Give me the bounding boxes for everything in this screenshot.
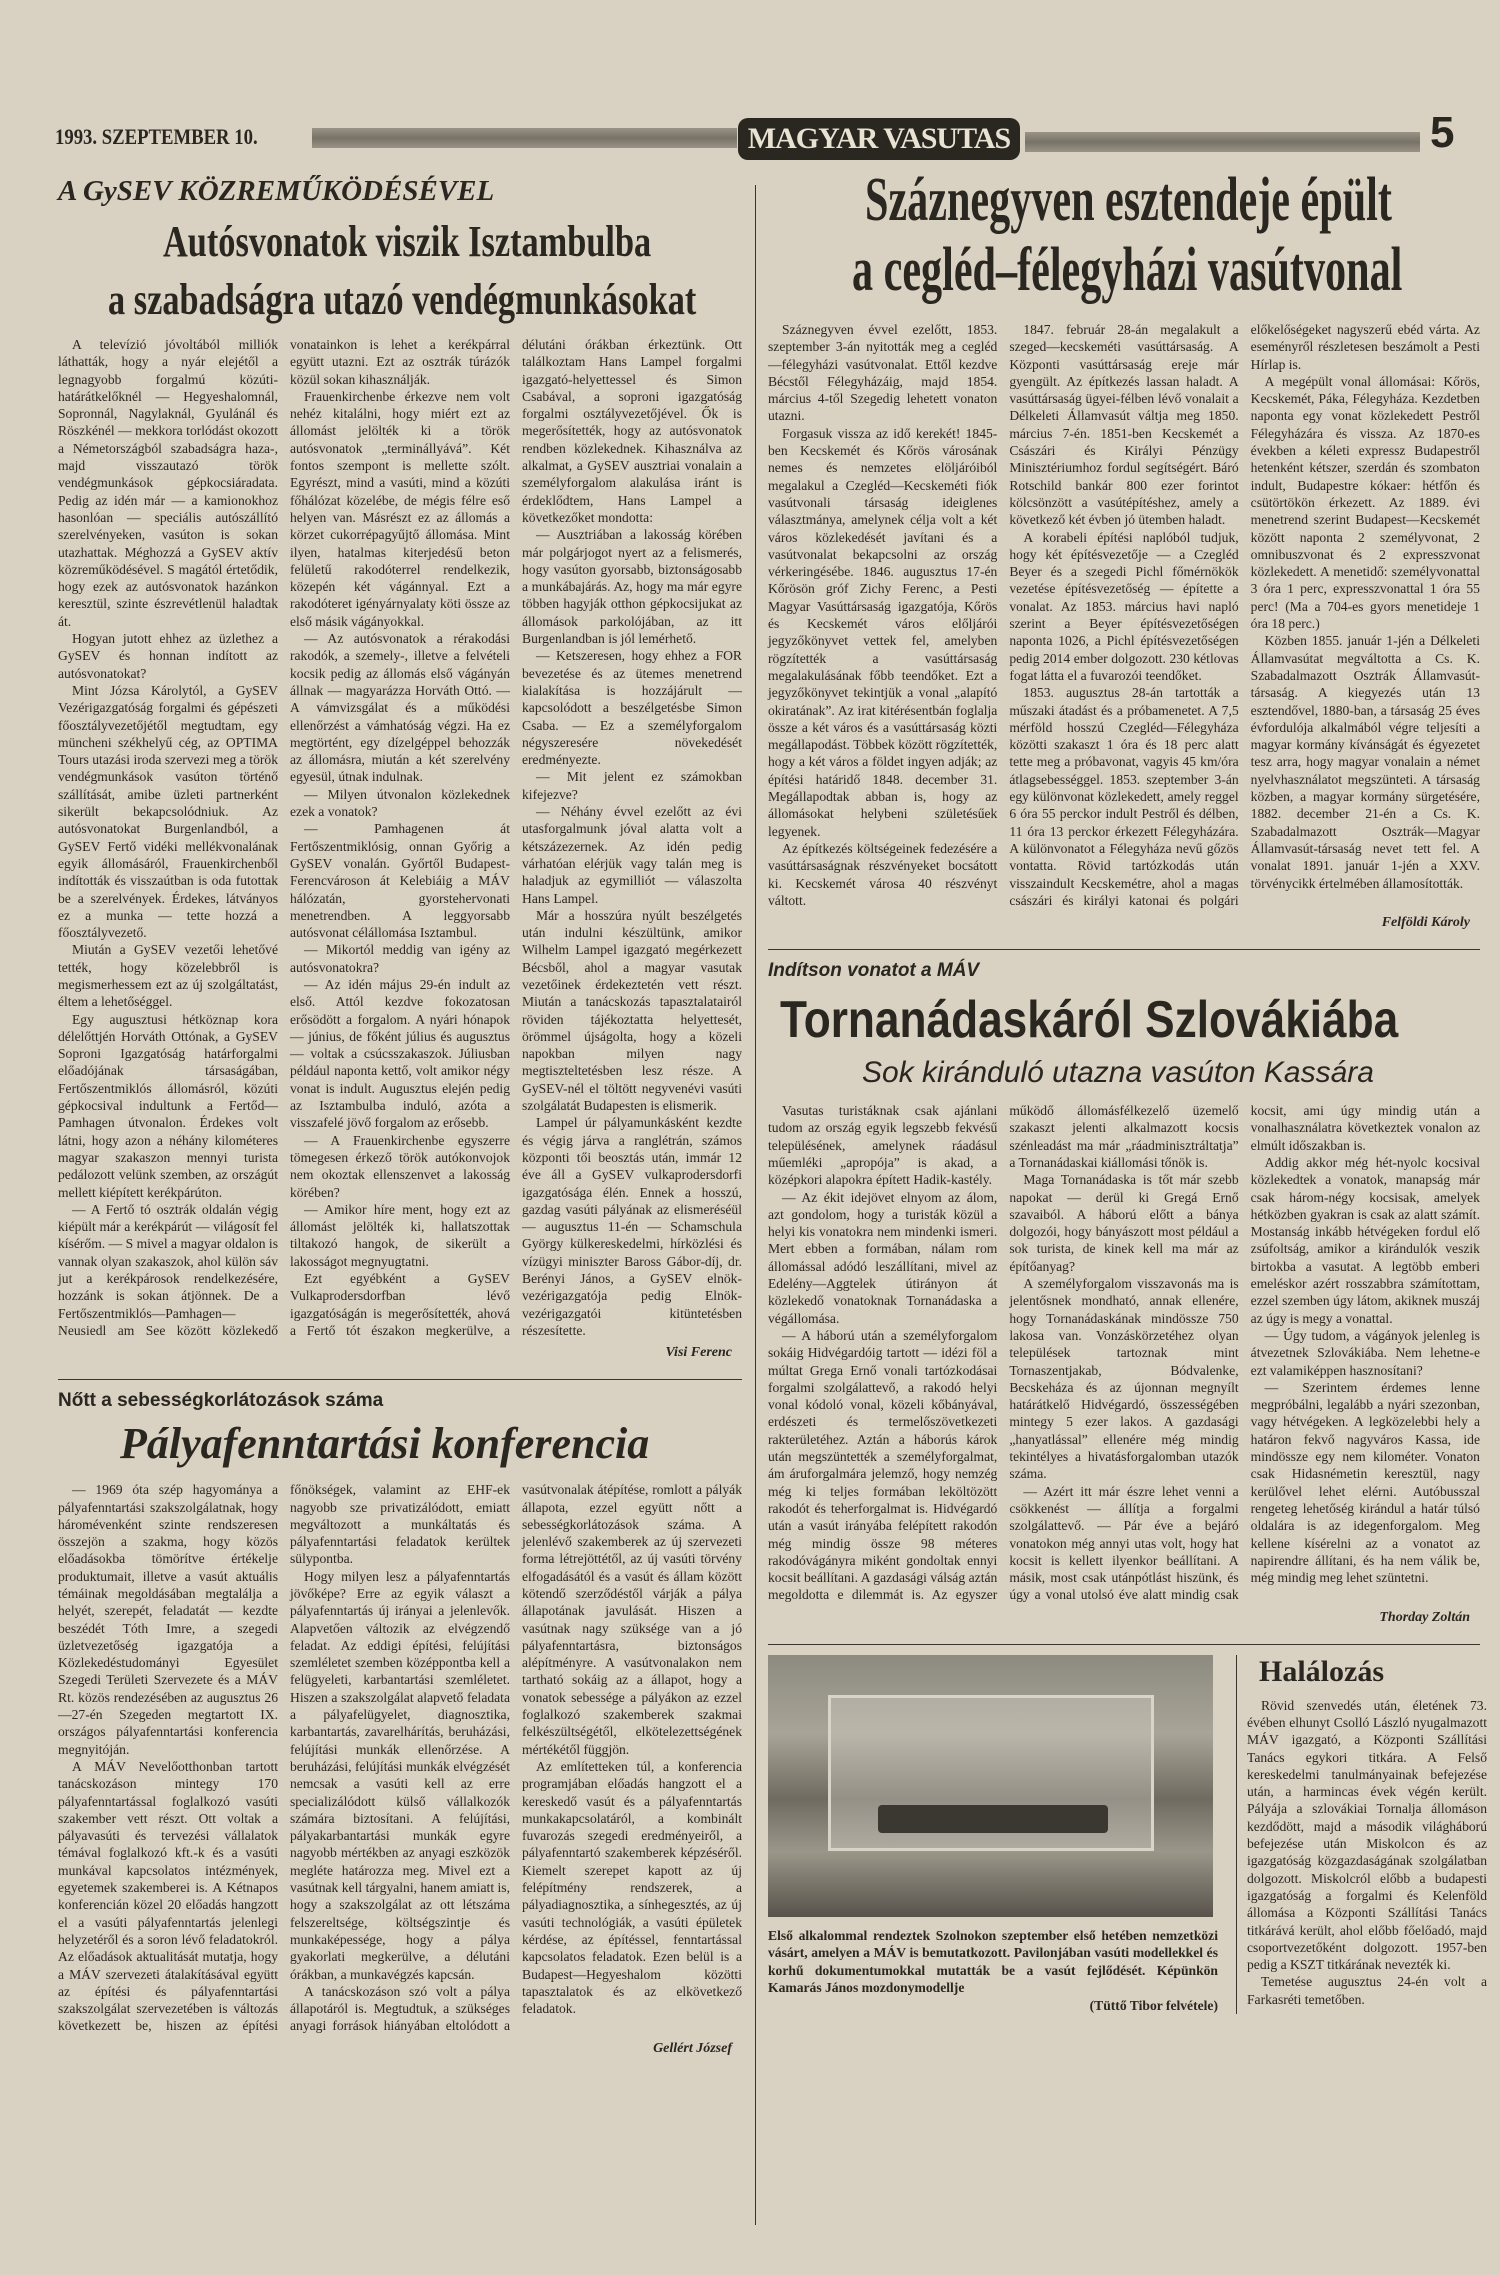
paragraph: Forgasuk vissza az idő kerekét! 1845-ben Kecskemét és Kőrös városának nemes és nemzetes elöljáróiból megalakul a Czegléd—Kecskeméti fiók vasútvonali társaság ideiglenes választmánya, amelynek célja volt a két város közlekedését javítani és a vasútvonalat bekapcsolni az ország vérkeringésébe. 1846. augusztus 17-én Kőrösön gróf Zichy Ferenc, a Pesti Magyar Vasúttársaság igazgatója, Kőrös és Kecskemét város előljárói jegyzőkönyvet vettek fel, amelyben rögzítették a vasúttársaság megalakulásának főbb teendőket. Ezt a jegyzőkönyvet tekintjük a vonal „alapító okiratának”. Az irat kitérésentbán foglalja össze a két város és a vasúttársaság közti megállapodást. Többek között rögzítették, hogy a két város a földet ingyen adják; az építési határidő 1848. december 31. Megállapodtak abban is, hogy az állomásokat helybeni születésűek legyenek.	[768, 425, 998, 839]
section-divider	[768, 1644, 1480, 1645]
paragraph: Egy augusztusi hétköznap kora délelőttjén Horváth Ottónak, a GySEV Soproni Igazgatóság határforgalmi előadójának társaságában, Fertőszentmiklós állomásról, közúti gépkocsival indultunk a Fertőd—Pamhagen útvonalon. Érdekes volt látni, hogy azon a néhány kilométeres magyar szakaszon mennyi turista pedálozott velünk szemben, az országút mellett kiépített kerékpárúton.	[58, 1011, 278, 1200]
exhibition-photo	[768, 1655, 1213, 1917]
paragraph: Száznegyven évvel ezelőtt, 1853. szeptember 3-án nyitották meg a cegléd—félegyházi vasútvonalat. Ettől kezdve Bécstől Félegyházáig, majd 1854. március 4-től Szegedig lehetett vonaton utazni.	[768, 322, 998, 424]
paragraph: — Néhány évvel ezelőtt az évi utasforgalmunk jóval alatta volt a kétszázezernek. Az idén pedig várhatóan elérjük vagy talán meg is haladjuk az egymilliót — válaszolta Hans Lampel.	[522, 804, 742, 906]
paragraph: — Az ékit idejövet elnyom az álom, azt gondolom, hogy a turisták közül a helyi kis vonatokra nem mindenki ismeri. Mert ebben a formában, nálam rom állomással adódó leszállítani, mivel az Edelény—Aggtelek útirányon át közlekedő vonatoknak Tornanádaska a végállomása.	[768, 1189, 998, 1326]
paragraph: — A háború után a személyforgalom sokáig Hidvégardóig tartott — idézi föl a múltat Grega Ernő vonali tartózkodásai forgalmi szolgálattevő, a rakodó helyi vonal kódoló vonal, közeli kőbányával, erdészeti és termelőszövetkezeti rakterületéhez. Aztán a háborús károk után megszüntették a személyforgalmat, ám áruforgalmára jelemző, hogy nemzég még ki teljes formában leköltözött rakodót és teherforgalmat is. Hidvégardó után a vasút irányába felépített rakodón még mindig össze 98 méteres rakodóvágányra miként gondoltak ennyi kocsit beállítani. A gazdasági válság aztán megoldotta e dilemmát is. Az egyszer működő állomásfélkezelő üzemelő szakaszt jelenti alkalmazott kocsis szénleadást ma már „ráadminisztráltatja” a Tornanádaskai kiállomási tőnök is.	[768, 1103, 1239, 1603]
photo-block	[768, 1655, 1218, 2015]
paragraph: Rövid szenvedés után, életének 73. évében elhunyt Csolló László nyugalmazott MÁV igazgató, a Központi Szállítási Tanács egykori titkára. A Felső kereskedelmi tanulmányainak befejezése után, a harmincas évek végén került. Pályája a szlovákiai Tornalja állomáson kezdődött, majd a második világháború befejezése után Miskolcon és az igazgatóság közgazdaságának szolgálatban dolgozott. Miskolcról előbb a budapesti igazgatóság a forgalmi és Kelenföld állomása a Központi Szállítási Tanács titkárává került, ahol előbb főelőadó, majd csoportvezetőként dolgozott. 1957-ben pedig a KSZT titkárának nevezték ki.	[1247, 1697, 1487, 1973]
locomotive-model	[878, 1805, 1108, 1833]
article-author: Gellért József	[653, 2040, 732, 2056]
paragraph: Közben 1855. január 1-jén a Délkeleti Államvasútat megváltotta a Cs. K. Szabadalmazott Osztrák Államvasút-társaság. A kiegyezés után 13 esztendővel, 1880-ban, a társaság 25 éves évfordulója alkalmából végre teljesíti a magyar kormány kívánságát és égyezetet tesz arra, hogy magyar vonalain a német nyelvhasználatot megszünteti. A társaság közben, a magyar kormány sürgetésére, 1882. december 21-én a Cs. K. Szabadalmazott Osztrák—Magyar Államvasút-társaság nevet tett fel. A vonalat 1891. január 1-jén a XXV. törvénycikk értelmében államosították.	[1250, 633, 1480, 891]
article-headline: a szabadságra utazó vendégmunkásokat	[108, 275, 697, 324]
article-kicker: A GySEV KÖZREMŰKÖDÉSÉVEL	[58, 175, 495, 207]
paragraph: A megépült vonal állomásai: Kőrös, Kecskemét, Páka, Félegyháza. Kezdetben naponta egy vonat közlekedett Pestről Félegyházára és vissza. Az 1870-es években a kéleti expressz Budapestről hetenként kétszer, szerdán és szombaton indult, Budapestre kókaer: hétfőn és csütörtökön érkezett. Az 1889. évi menetrend szerint Budapest—Kecskemét között naponta 2 személyvonat, 2 omnibuszvonat és 2 expresszvonat közlekedett. A menetidő: személyvonattal 3 óra 1 perc, expresszvonattal 1 óra 55 perc! (Ma a 704-es gyors menetideje 1 óra 18 perc.)	[1250, 373, 1480, 632]
right-column	[768, 165, 1487, 2014]
paragraph: Az építkezés költségeinek fedezésére a vasúttársaságnak részvényeket bocsátott ki. Kecskemét városa 40 részvényt váltott.	[768, 840, 998, 908]
article-body	[58, 1481, 742, 2035]
paragraph: Lampel úr pályamunkásként kezdte és végig járva a ranglétrán, számos központi tői beosztás után, immár 12 éve áll a GySEV vulkaprodersdorfi igazgatósága élén. Ennek a hosszú, gazdag vasúti pályának az elismeréséül — augusztus 11-én — Schamschula György külkereskedelmi, hírközlési és vízügyi miniszter Baross Gábor-díj, dr. Berényi János, a GySEV elnök-vezérigazgatója pedig Elnök-vezérigazgatói kitüntetésben részesítette.	[522, 1115, 742, 1338]
article-headline: Tornanádaskáról Szlovákiába	[780, 991, 1399, 1050]
paragraph: Maga Tornanádaska is tőt már szebb napokat — derül ki Gregá Ernő szavaiból. A háború előtt a bánya dolgozói, hogy bányászott most például a sok turista, de kinek kell ma már az építőanyag?	[1009, 1172, 1239, 1274]
paragraph: Hogyan jutott ehhez az üzlethez a GySEV és honnan indított az autósvonatokat?	[58, 631, 278, 681]
paragraph: — Ketszeresen, hogy ehhez a FOR bevezetése és az ütemes menetrend kialakítása is hozzájárult — kapcsolódott a beszélgetésbe Simon Csaba. — Ez a személyforgalom négyszeresére növekedését eredményezte.	[522, 648, 742, 768]
paragraph: — Azért itt már észre lehet venni a csökkenést — állítja a forgalmi szolgálattevő. — Pár éve a bejáró vonatokon még annyi utas volt, hogy hat kocsit is kellett ilyenkor beállítani. A másik, most csak utánpótlást hiszünk, és úgy a vonal utolsó éve alatt mindig csak kocsit, ami úgy mindig után a vonalhasználatra következtek vonalon az elmúlt időszakban is.	[1009, 1103, 1480, 1603]
article-subheadline: Sok kiránduló utazna vasúton Kassára	[862, 1056, 1374, 1090]
article-body	[768, 321, 1480, 909]
masthead-band-left	[312, 128, 737, 148]
headline-line	[768, 165, 1480, 235]
paragraph: — Milyen útvonalon közlekednek ezek a vonatok?	[290, 786, 510, 820]
article-body	[58, 336, 742, 1339]
article-headline: a cegléd–félegyházi vasútvonal	[852, 236, 1403, 304]
paragraph: — Mikortól meddig van igény az autósvonatokra?	[290, 942, 510, 975]
masthead-band-right	[1025, 132, 1420, 152]
photo-caption-text: Első alkalommal rendeztek Szolnokon szeptember első hetében nemzetközi vásárt, amelyen a MÁV is bemutatkozott. Pavilonjában vasúti modellekkel és korhű dokumentumokkal mutatták be a vasút fejlődését. Képünkön Kamarás János mozdonymodellje	[768, 1927, 1218, 1996]
paragraph: — Szerintem érdemes lenne megpróbálni, legalább a nyári szezonban, vagy hétvégeken. A legközelebbi hely a határon fekvő nagyváros Kassa, ide mindössze egy nem kilométer. Vonaton csak Hidasnémetin keresztül, nagy kerülővel lehet elérni. Autóbusszal rengeteg lehetőség kirándul a határ túlsó oldalára is az idegenforgalom. Meg kellene kísérelni az a vonatot az napirendre állítani, és ha nem válik be, még mindig meg lehet szüntetni.	[1250, 1379, 1480, 1586]
paragraph: — Ausztriában a lakosság körében már polgárjogot nyert az a felismerés, hogy vasúton gyorsabb, biztonságosabb a munkábajárás. Az, hogy ma már egyre többen hagyják otthon gépkocsijukat az állomások parkolójában, az itt Burgenlandban is jól lemérhető.	[522, 527, 742, 647]
headline-line	[58, 216, 742, 274]
obituary-box	[1236, 1655, 1487, 2015]
paragraph: Mint Józsa Károlytól, a GySEV Vezérigazgatóság forgalmi és gépészeti főosztályvezetőjétől megtudtam, egy müncheni székhelyű cég, az OPTIMA Tours utazási iroda szervezi meg a török vendégmunkások vasúton történő szállítását, amibe üzleti partnerként sikerült bekapcsolódniuk. Az autósvonatokat Burgenlandból, a GySEV Fertő vidéki mellékvonalának egyik állomásáról, Frauenkirchenből indították és visszaútban is oda futottak be a szerelvények. Érdekes, látványos ez a munka — tette hozzá a főosztályvezető.	[58, 682, 278, 941]
photo-credit: (Tüttő Tibor felvétele)	[1089, 1997, 1218, 2013]
paragraph: 1847. február 28-án megalakult a szeged—kecskeméti vasúttársaság. A Központi vasúttársaság ereje már gyengült. Az építkezés lassan haladt. A vasúttársaság ügyei-félben lévő vonalait a Délkeleti Államvasút váltja meg 1850. március 7-én. 1851-ben Kecskemét a Császári és Királyi Pénzügy Minisztériumhoz fordul segítségért. Báró Rotschild bankár 800 ezer forintot kölcsönzött a vasútépítéshez, amely a következő két évben jó ütemben haladt.	[1009, 322, 1239, 528]
issue-date: 1993. SZEPTEMBER 10.	[55, 124, 258, 149]
paragraph: — Amikor híre ment, hogy ezt az állomást jelölték ki, hallatszottak tiltakozó hangok, de sikerült a lakosságot megnyugtatni.	[290, 1201, 510, 1269]
paragraph: Frauenkirchenbe érkezve nem volt nehéz kitalálni, hogy miért ezt az állomást jelölték ki a török autósvonatok „terminállyává”. Két fontos szempont is mellette szólt. Egyrészt, mind a vasúti, mind a közúti főhálózat közelébe, de mégis félre eső helyen van. Másrészt ez az állomás a körzet cukorrépagyűjtő állomása. Mint ilyen, hatalmas kiterjedésű beton felületű rakodóterrel rendelkezik, közepén két vágánnyal. Ezt a rakodóteret igényárnyalaty köti össze az első másik vágányokkal.	[290, 388, 510, 629]
article-author: Visi Ferenc	[665, 1345, 732, 1361]
headline-line	[768, 235, 1480, 321]
paragraph: A televízió jóvoltából milliók láthatták, hogy a nyár elejétől a legnagyobb forgalmú közúti-határátkelőknél — Hegyeshalomnál, Sopronnál, Nagylaknál, Gyulánál és Röszkénél — mekkora torlódást okozott a Németországból szabadságra haza-, majd visszautazó török vendégmunkások gépkocsiáradata. Pedig az idén már — a kamionokhoz hasonlóan — speciális autószállító szerelvényeken, vasúton is sokan utazhattak. Méghozzá a GySEV aktív közreműködésével. S magától értetődik, hogy ezek az autósvonatok hazánkon keresztül, szinte észrevétlenül haladtak át.	[58, 337, 278, 629]
headline-line	[58, 274, 742, 336]
paragraph: — A Frauenkirchenbe egyszerre tömegesen érkező török autókonvojok nem okoztak ellenszenvet a lakosság körében?	[290, 1132, 510, 1200]
paragraph: 1853. augusztus 28-án tartották a műszaki átadást és a próbamenetet. A 7,5 mérföld hosszú Czegléd—Félegyháza közötti szakaszt 1 óra és 18 perc alatt tette meg a próbavonat, vagyis 45 km/óra átlagsebességgel. 1853. szeptember 3-án egy különvonat közlekedett, amely reggel 6 óra 55 perckor indult Pestről és délben, 11 óra 13 perckor érkezett Félegyházára. A különvonatot a Félegyháza nevű gőzös vontatta. Rövid tartózkodás után visszaindult Kecskemétre, ahol a magas császári és királyi katonai és polgári előkelőségeket nagyszerű ebéd várta. Az eseményről részletesen beszámolt a Pesti Hírlap is.	[1009, 322, 1480, 908]
paragraph: A MÁV Nevelőotthonban tartott tanácskozáson mintegy 170 pályafenntartással foglalkozó vasúti szakember vett részt. Ott voltak a pályavasúti és tervezési vállalatok témával foglalkozó kft.-k és a vasúti munkával kapcsolatos intézmények, egyetemek szakemberei is. A Kétnapos konferencián közel 20 előadás hangzott el a vasúti pályafenntartás jelenlegi helyzetéről és a soron lévő feladatokról. Az előadások aktualitását mutatja, hogy a MÁV szervezeti átalakításával együtt az építési és pályafenntartási szakszolgálat szervezetében is változás következett be, hiszen az építési főnökségek, valamint az EHF-ek nagyobb sze privatizálódott, emiatt megváltozott a munkáltatás és pályafenntartási feladatok kerültek sülypontba.	[58, 1482, 510, 2034]
section-divider	[768, 949, 1480, 950]
obituary-title: Halálozás	[1259, 1654, 1384, 1688]
paragraph: Addig akkor még hét-nyolc kocsival közlekedtek a vonatok, manapság már csak három-négy kocsisak, amelyek hétközben gyakran is csak az alatt számít. Mostanság inkább hétvégeken fordul elő zsúfoltság, amikor a kirándulók veszik birtokba a vasutat. A legtöbb emberi emeléskor azért rosszabbra számítottam, ezzel szemben úgy látom, akiknek muszáj az úgy is megy a vonattal.	[1250, 1154, 1480, 1326]
article-kicker: Indítson vonatot a MÁV	[768, 960, 980, 982]
paragraph: A tanácskozáson szó volt a pálya állapotáról is. Megtudtuk, a szükséges anyagi források hiányában eltolódott a vasútvonalak átépítése, romlott a pályák állapota, ezzel együtt nőtt a sebességkorlátozások száma. A jelenlévő szakemberek az új szervezeti forma létrejöttétől, az új vasúti törvény elfogadásától és a vasút és állam között kötendő szerződéstől várják a pálya állapotának javulását. Hiszen a vasútnak nagy szüksége van a jó pályafenntartásra, biztonságos alépítményre. A vasútvonalakon nem tartható sokáig az a állapot, hogy a vonatok sebessége a pályákon az ezzel foglalkozó szakemberek szakmai felkészültségétől, elkötelezettségének mértékétől függjön.	[290, 1482, 742, 2034]
paragraph: — Az autósvonatok a rérakodási rakodók, a szemely-, illetve a felvételi kocsik pedig az állomás első vágányán állnak — magyarázza Horváth Ottó. — A vámvizsgálat és a működési ellenőrzést a vámhatóság végzi. Ha ez megtörtént, egy dízelgéppel behozzák az állomásra, miután a két szerelvény egyesül, útnak indulnak.	[290, 631, 510, 785]
paragraph: Az említetteken túl, a konferencia programjában előadás hangzott el a kereskedő vasút és a pályafenntartás munkakapcsolatáról, a kombinált fuvarozás szegedi eredményeiről, a pályafenntartó szakemberek képzéséről. Kiemelt szerepet kapott az új felépítmény rendszerek, a pályadiagnosztika, a sínhegesztés, az új vasúti technológiák, a vasúti épületek kérdése, az építéssel, fenntartással kapcsolatos feladatok. Ezen belül is a Budapest—Hegyeshalom közötti tapasztalatok és az elkövetkező feladatok.	[522, 1758, 742, 2017]
photo-caption	[768, 1927, 1218, 2015]
newspaper-logo: MAGYAR VASUTAS	[738, 118, 1020, 160]
article-headline: Pályafenntartási konferencia	[120, 1419, 650, 1469]
paragraph: — Mit jelent ez számokban kifejezve?	[522, 769, 742, 802]
paragraph: Hogy milyen lesz a pályafenntartás jövőképe? Erre az egyik választ a pályafenntartás új irányai a jelenlevők. Alapvetően változik az elvégzendő feladat. Az eddigi építési, felújítási szemléletet szemben középpontba kell a felügyeleti, karbantartási szemléletet. Hiszen a szakszolgálat alapvető feladata a pályafelügyelet, diagnosztika, karbantartás, zavarelhárítás, beruházási, felújítási munkák ellenőrzése. A beruházási, felújítási munkák elvégzését nemcsak a vasúti kell az erre specializálódott külső vállalkozók számára biztosítani. A felújítási, pályakarbantartási munkák egyre nagyobb mértékben az anyagi eszközök megléte határozza meg. Mivel ezt a vasútnak kell tárgyalni, hanem amiatt is, hogy a szakszolgálat az ott létszáma felszereltsége, költségszintje és munkaképessége, hogy a pálya gyakorlati megkerülve, a délutáni órákban, a munkavégzés kapcsán.	[290, 1568, 510, 1982]
article-headline: Száznegyven esztendeje épült	[865, 166, 1392, 234]
paragraph: — Pamhagenen át Fertőszentmiklósig, onnan Győrig a GySEV vonalán. Győrtől Budapest-Ferencvároson át Kelebiáig a MÁV hálózatán, gyorstehervonati menetrendben. A leggyorsabb autósvonat célállomása Isztambul.	[290, 821, 510, 941]
paragraph: — Az idén május 29-én indult az első. Attól kezdve fokozatosan erősödött a forgalom. A nyári hónapok — június, de főként július és augusztus — voltak a csúcsszakaszok. Júliusban például naponta kettő, volt amikor négy vonat is indult. Augusztus elején pedig az Isztambulba induló, azóta a visszafelé jövő forgalom az erősebb.	[290, 976, 510, 1131]
article-kicker: Nőtt a sebességkorlátozások száma	[58, 1390, 384, 1412]
paragraph: Ezt egyébként a GySEV Vulkaprodersdorfban lévő igazgatóságán is megerősítették, ahová a Fertő tót északon megkerülve, a délutáni órákban érkeztünk. Ott találkoztam Hans Lampel forgalmi igazgató-helyettessel és Simon Csabával, a soproni igazgatóság forgalmi osztályvezetőjével. Ők is megerősítették, hogy az autósvonatok rendben közlekednek. Kihasználva az alkalmat, a GySEV ausztriai vonalain a személyforgalom alakulása iránt is érdeklődtem, Hans Lampel a következőket mondotta:	[290, 337, 742, 1338]
article-author: Thorday Zoltán	[1379, 1609, 1470, 1625]
article-headline: Autósvonatok viszik Isztambulba	[163, 217, 652, 266]
bottom-right-row	[768, 1654, 1487, 2015]
paragraph: — A Fertő tó osztrák oldalán végig kiépült már a kerékpárút — világosít fel kísérőm. — S mivel a magyar oldalon is vannak olyan szakaszok, ahol külön sáv jut a kerékpárosok rendelkezésére, hozzánk is sokan átjönnek. De a Fertőszentmiklós—Pamhagen— Neusiedl am See között közlekedő vonatainkon is lehet a kerékpárral együtt utazni. Ezt az osztrák túrázók közül sokan kihasználják.	[58, 337, 510, 1338]
left-column	[58, 175, 742, 2067]
paragraph: Temetése augusztus 24-én volt a Farkasréti temetőben.	[1247, 1974, 1487, 2007]
column-divider	[755, 185, 756, 2225]
paragraph: Miután a GySEV vezetői lehetővé tették, hogy közelebbről is megismerhessem ezt az új szolgáltatást, éltem a lehetőséggel.	[58, 942, 278, 1010]
paragraph: A személyforgalom visszavonás ma is jelentősnek mondható, annak ellenére, hogy Tornanádaskának mindössze 750 lakosa van. Vonzáskörzetéhez olyan települések tartoznak mint Tornaszentjakab, Bódvalenke, Becskeháza és az újonnan megnyílt határátkelő Hidvégardó, összességében mintegy 5 ezer lakos. A gazdasági „hanyatlással” ellenére még mindig tekintélyes a hivatásforgalomban utazók száma.	[1009, 1276, 1239, 1482]
section-divider	[58, 1379, 742, 1380]
page-number: 5	[1430, 108, 1455, 157]
paragraph: — Úgy tudom, a vágányok jelenleg is átvezetnek Szlovákiába. Nem lehetne-e ezt valamiképpen hasznosítani?	[1250, 1327, 1480, 1378]
headline-line	[768, 990, 1480, 1056]
article-author: Felföldi Károly	[1381, 915, 1470, 931]
paragraph: Már a hosszúra nyúlt beszélgetés után indulni készültünk, amikor Wilhelm Lampel igazgató megérkezett Bécsből, ahol a magyar vasutak vezetőinek érdekeztetén vett részt. Miután a tanácskozás tapasztalatairól röviden tájékoztatta helyettesét, örömmel újságolta, hogy a közeli napokban milyen nagy megtiszteltetésben lesz része. A GySEV-nél el töltött negyvenévi vasúti szolgálatát Budapesten is elismerik.	[522, 907, 742, 1114]
article-body	[768, 1102, 1480, 1604]
paragraph: A korabeli építési naplóból tudjuk, hogy két építésvezetője — a Czegléd Beyer és a szegedi Pichl főmérnökök vezetése építésvezetőség — építette a vonalat. Az 1853. március havi napló szerint a Beyer építésvezetőségen naponta 1026, a Pichl építésvezetőségen pedig 2014 ember dolgozott. 230 kétlovas fogat látta el a fuvarozói teendőket.	[1009, 529, 1239, 683]
paragraph: Vasutas turistáknak csak ajánlani tudom az ország egyik legszebb fekvésű településének, amelynek ráadásul műemléki „apropója” is akad, a középkori alapokra épített Hadik-kastély.	[768, 1103, 998, 1188]
paragraph: — 1969 óta szép hagyománya a pályafenntartási szakszolgálatnak, hogy háromévenként szinte rendszeresen összejön a szakma, hogy közös előadásokba tömörítve értékelje produktumait, illetve a vasút aktuális témáinak megoldásában megtalálja a helyét, szerepét, feladatát — kezdte beszédét Tóth Imre, a szegedi üzletvezetőség igazgatója a Közlekedéstudományi Egyesület Szegedi Területi Szervezete és a MÁV Rt. közös rendezésében az augusztus 26—27-én Szegeden megtartott IX. országos pályafenntartási konferencia megnyitóján.	[58, 1482, 278, 1757]
obituary-body	[1247, 1697, 1487, 2008]
